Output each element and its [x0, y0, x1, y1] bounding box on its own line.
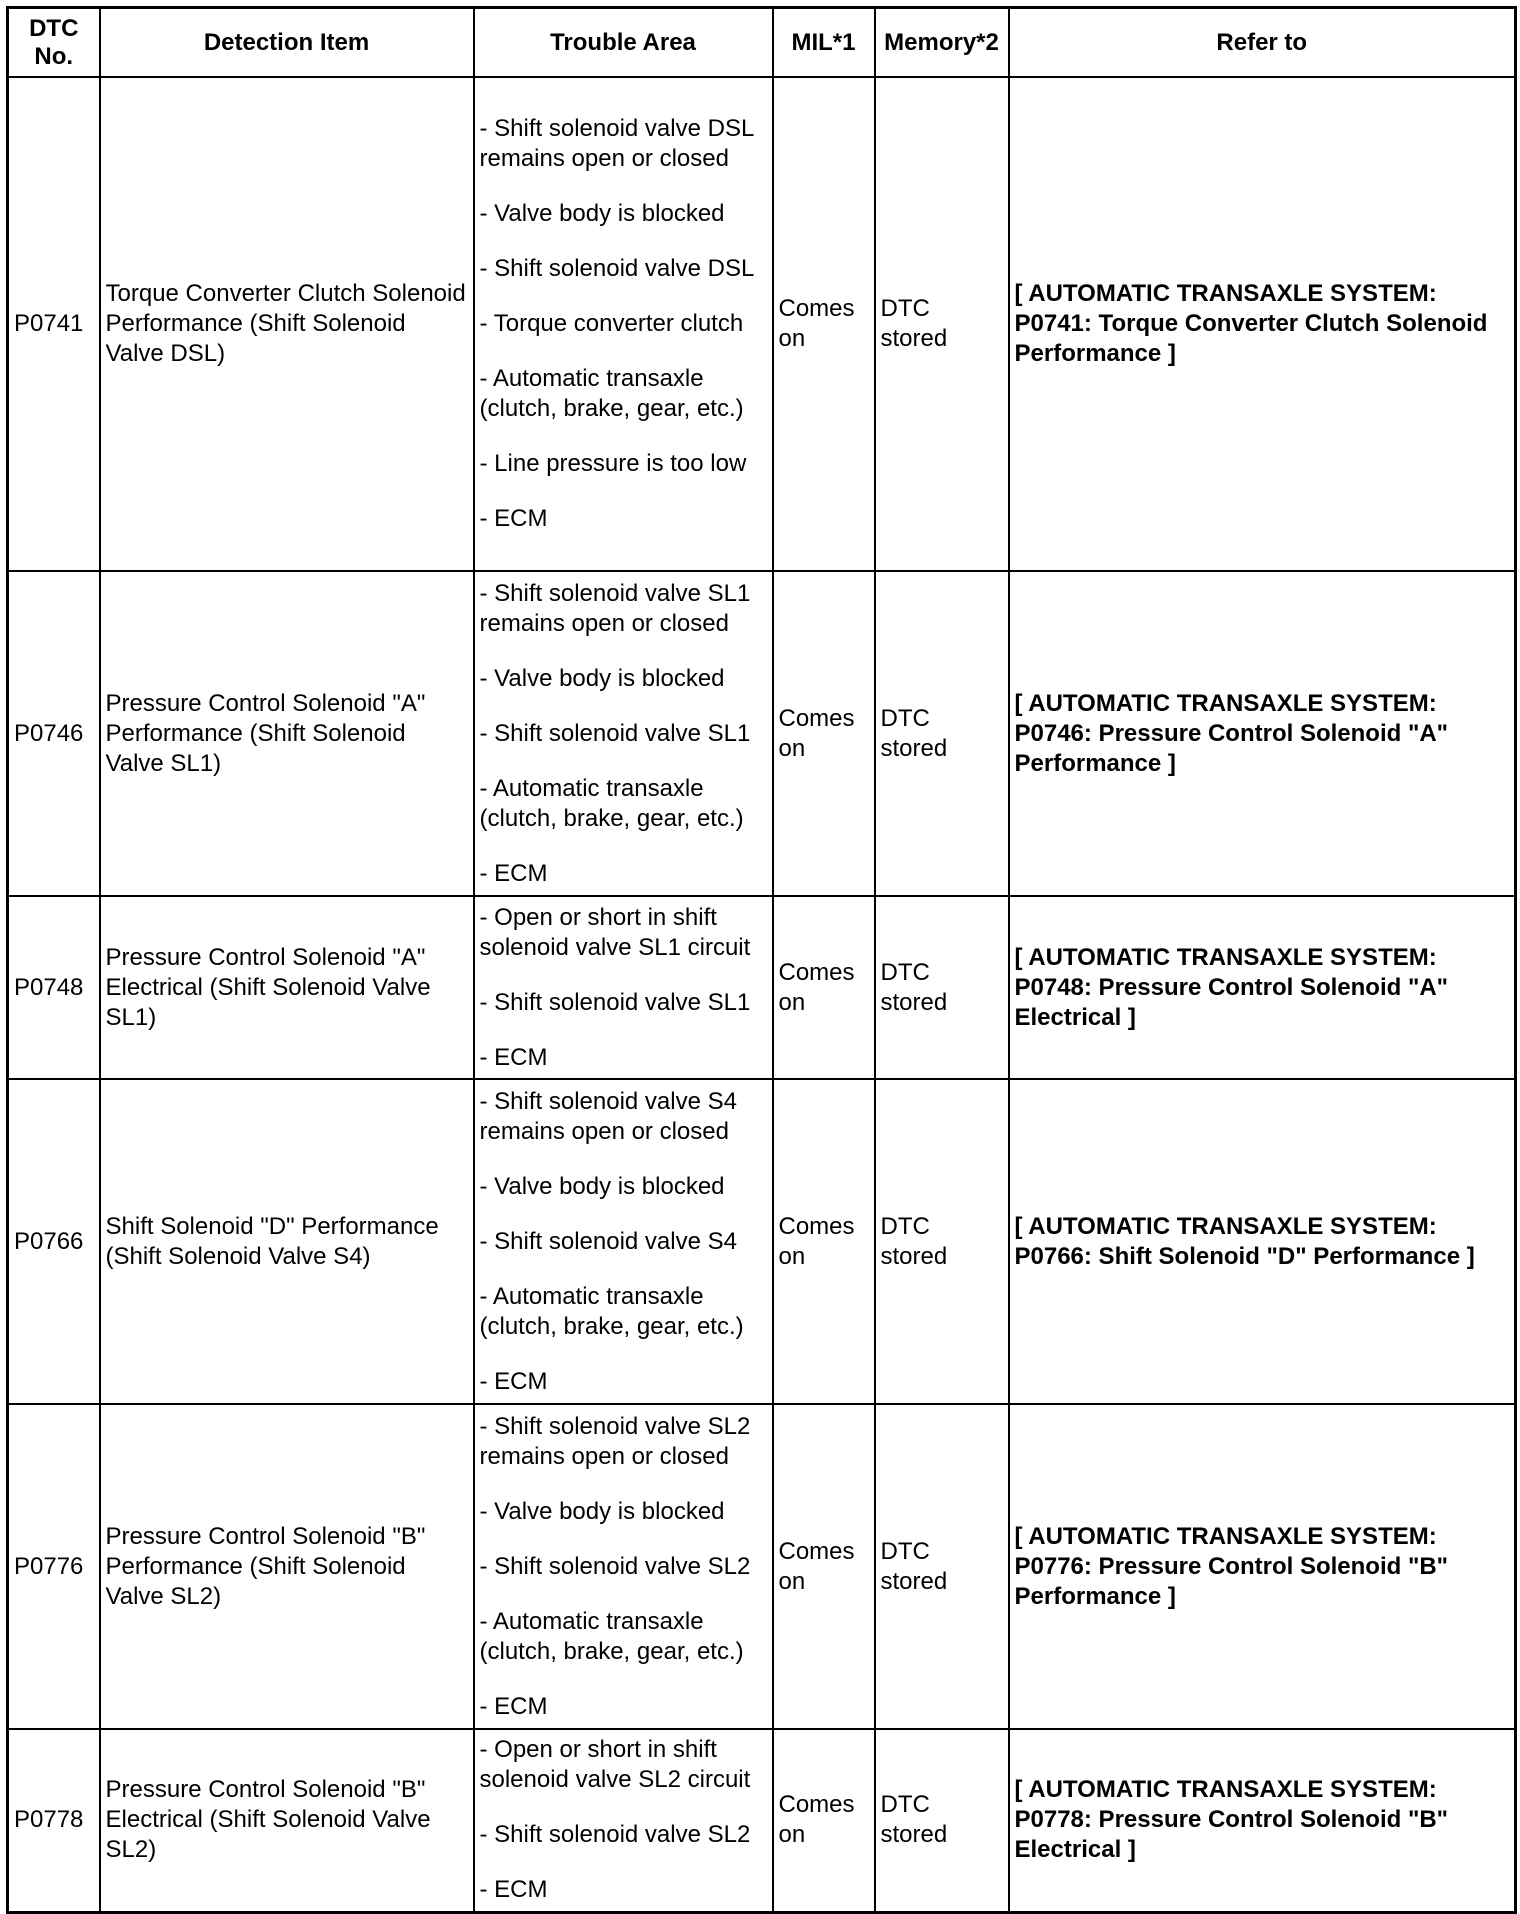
mil-status: Comes on — [773, 1079, 875, 1404]
trouble-area-item: - Valve body is blocked — [479, 664, 725, 692]
trouble-area-item: - Shift solenoid valve SL2 — [479, 1821, 751, 1849]
table-row — [8, 77, 1516, 571]
trouble-area — [474, 77, 773, 571]
mil-status: Comes on — [773, 1729, 875, 1912]
memory-status: DTC stored — [875, 1404, 1009, 1729]
trouble-area-list — [480, 579, 767, 889]
trouble-area-item: - ECM — [479, 505, 548, 532]
dtc-code: P0746 — [8, 571, 100, 896]
mil-status: Comes on — [773, 896, 875, 1079]
trouble-area-item: - Shift solenoid valve SL2 — [479, 1552, 751, 1580]
trouble-area-item: - Valve body is blocked — [479, 1172, 725, 1200]
dtc-code: P0766 — [8, 1079, 100, 1404]
mil-status: Comes on — [773, 77, 875, 571]
trouble-area-item: - Open or short in shift solenoid valve SL1 circuit — [479, 903, 751, 961]
refer-to-link[interactable]: [ AUTOMATIC TRANSAXLE SYSTEM: P0746: Pressure Control Solenoid "A" Performance ] — [1009, 571, 1516, 896]
trouble-area-item: - Shift solenoid valve SL1 — [479, 719, 751, 747]
header-memory: Memory*2 — [875, 8, 1009, 78]
trouble-area-item: - Shift solenoid valve SL1 — [479, 988, 751, 1016]
table-row — [8, 571, 1516, 896]
dtc-code: P0748 — [8, 896, 100, 1079]
mil-status: Comes on — [773, 1404, 875, 1729]
trouble-area-item: - ECM — [479, 1692, 548, 1720]
trouble-area — [474, 1729, 773, 1912]
trouble-area-list — [480, 1735, 767, 1905]
trouble-area-list — [480, 1412, 767, 1722]
refer-to-link[interactable]: [ AUTOMATIC TRANSAXLE SYSTEM: P0778: Pressure Control Solenoid "B" Electrical ] — [1009, 1729, 1516, 1912]
trouble-area-list — [480, 114, 767, 534]
trouble-area-list — [480, 903, 767, 1073]
refer-to-link[interactable]: [ AUTOMATIC TRANSAXLE SYSTEM: P0741: Torque Converter Clutch Solenoid Performance ] — [1009, 77, 1516, 571]
table-row — [8, 896, 1516, 1079]
memory-status: DTC stored — [875, 1729, 1009, 1912]
trouble-area-item: - Valve body is blocked — [479, 200, 725, 227]
trouble-area-list — [480, 1087, 767, 1397]
trouble-area-item: - Shift solenoid valve SL1 remains open or closed — [479, 579, 751, 637]
trouble-area-item: - Shift solenoid valve DSL — [479, 255, 755, 282]
table-row — [8, 1079, 1516, 1404]
memory-status: DTC stored — [875, 571, 1009, 896]
trouble-area-item: - Automatic transaxle (clutch, brake, gear, etc.) — [479, 1607, 744, 1665]
trouble-area-item: - Valve body is blocked — [479, 1497, 725, 1525]
mil-status: Comes on — [773, 571, 875, 896]
header-mil: MIL*1 — [773, 8, 875, 78]
detection-item: Torque Converter Clutch Solenoid Performance (Shift Solenoid Valve DSL) — [100, 77, 474, 571]
trouble-area-item: - Shift solenoid valve SL2 remains open or closed — [479, 1412, 751, 1470]
header-trouble-area: Trouble Area — [474, 8, 773, 78]
memory-status: DTC stored — [875, 896, 1009, 1079]
trouble-area — [474, 896, 773, 1079]
dtc-table — [6, 6, 1517, 1914]
memory-status: DTC stored — [875, 1079, 1009, 1404]
trouble-area-item: - ECM — [479, 859, 548, 887]
header-dtc-no: DTC No. — [8, 8, 100, 78]
refer-to-link[interactable]: [ AUTOMATIC TRANSAXLE SYSTEM: P0766: Shift Solenoid "D" Performance ] — [1009, 1079, 1516, 1404]
table-header-row — [8, 8, 1516, 78]
dtc-code: P0741 — [8, 77, 100, 571]
trouble-area — [474, 1079, 773, 1404]
detection-item: Pressure Control Solenoid "A" Performance (Shift Solenoid Valve SL1) — [100, 571, 474, 896]
detection-item: Pressure Control Solenoid "B" Electrical (Shift Solenoid Valve SL2) — [100, 1729, 474, 1912]
trouble-area-item: - Line pressure is too low — [479, 450, 747, 477]
trouble-area-item: - Shift solenoid valve S4 — [479, 1227, 737, 1255]
trouble-area-item: - ECM — [479, 1367, 548, 1395]
trouble-area — [474, 571, 773, 896]
trouble-area-item: - ECM — [479, 1876, 548, 1904]
trouble-area-item: - ECM — [479, 1043, 548, 1071]
trouble-area-item: - Automatic transaxle (clutch, brake, gear, etc.) — [479, 774, 744, 832]
trouble-area — [474, 1404, 773, 1729]
refer-to-link[interactable]: [ AUTOMATIC TRANSAXLE SYSTEM: P0776: Pressure Control Solenoid "B" Performance ] — [1009, 1404, 1516, 1729]
table-row — [8, 1404, 1516, 1729]
trouble-area-item: - Torque converter clutch — [479, 310, 744, 337]
trouble-area-item: - Open or short in shift solenoid valve SL2 circuit — [479, 1736, 751, 1794]
dtc-code: P0776 — [8, 1404, 100, 1729]
trouble-area-item: - Shift solenoid valve DSL remains open or closed — [479, 115, 754, 172]
memory-status: DTC stored — [875, 77, 1009, 571]
dtc-code: P0778 — [8, 1729, 100, 1912]
header-refer-to: Refer to — [1009, 8, 1516, 78]
header-detection-item: Detection Item — [100, 8, 474, 78]
table-row — [8, 1729, 1516, 1912]
refer-to-link[interactable]: [ AUTOMATIC TRANSAXLE SYSTEM: P0748: Pressure Control Solenoid "A" Electrical ] — [1009, 896, 1516, 1079]
detection-item: Pressure Control Solenoid "B" Performance (Shift Solenoid Valve SL2) — [100, 1404, 474, 1729]
detection-item: Pressure Control Solenoid "A" Electrical (Shift Solenoid Valve SL1) — [100, 896, 474, 1079]
trouble-area-item: - Shift solenoid valve S4 remains open or closed — [479, 1087, 737, 1145]
detection-item: Shift Solenoid "D" Performance (Shift Solenoid Valve S4) — [100, 1079, 474, 1404]
trouble-area-item: - Automatic transaxle (clutch, brake, gear, etc.) — [479, 1282, 744, 1340]
trouble-area-item: - Automatic transaxle (clutch, brake, gear, etc.) — [479, 365, 744, 422]
